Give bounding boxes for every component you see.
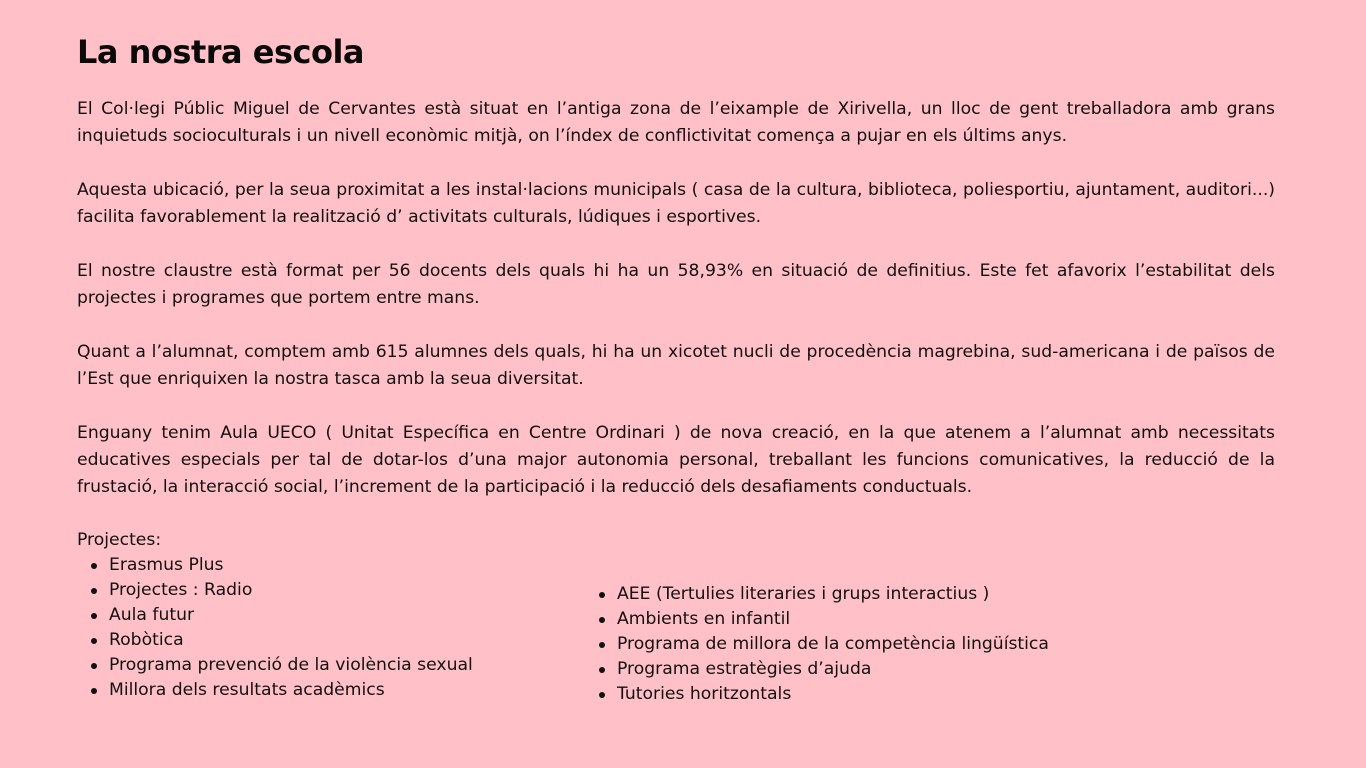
list-item-label: Millora dels resultats acadèmics	[109, 680, 385, 700]
list-item	[77, 628, 473, 653]
list-item	[77, 553, 473, 578]
list-item-label: Robòtica	[109, 630, 184, 650]
paragraph-ueco: Enguany tenim Aula UECO ( Unitat Específica en Centre Ordinari ) de nova creació, en la que atenem a l’alumnat amb necessitats educatives especials per tal de dotar-los d’una major autonomia personal, treballant les funcions comunicatives, la reducció de la frustació, la interacció social, l’increment de la participació i la reducció dels desafiaments conductuals.	[77, 423, 1275, 497]
bullet-icon	[91, 588, 97, 594]
bullet-icon	[599, 667, 605, 673]
bullet-icon	[599, 692, 605, 698]
list-item-label: Programa de millora de la competència lingüística	[617, 634, 1049, 654]
list-item-label: Ambients en infantil	[617, 609, 791, 629]
list-item	[77, 653, 473, 678]
page-title: La nostra escola	[77, 33, 365, 71]
bullet-icon	[91, 613, 97, 619]
paragraph-students: Quant a l’alumnat, comptem amb 615 alumnes dels quals, hi ha un xicotet nucli de procedència magrebina, sud-americana i de països de l’Est que enriquixen la nostra tasca amb la seua diversitat.	[77, 342, 1275, 389]
list-item-label: Aula futur	[109, 605, 195, 625]
list-item	[77, 578, 473, 603]
list-item-label: Projectes : Radio	[109, 580, 253, 600]
bullet-icon	[91, 688, 97, 694]
bullet-icon	[91, 563, 97, 569]
list-item-label: Tutories horitzontals	[617, 684, 792, 704]
bullet-icon	[91, 663, 97, 669]
list-item-label: Erasmus Plus	[109, 555, 224, 575]
list-item-label: Programa prevenció de la violència sexual	[109, 655, 473, 675]
projects-list-right	[585, 582, 1049, 707]
list-item	[585, 657, 1049, 682]
projects-section	[77, 528, 1275, 704]
list-item-label: Programa estratègies d’ajuda	[617, 659, 872, 679]
bullet-icon	[599, 642, 605, 648]
content-area	[77, 32, 1275, 501]
projects-list-left	[77, 553, 473, 703]
paragraph-location: El Col·legi Públic Miguel de Cervantes està situat en l’antiga zona de l’eixample de Xirivella, un lloc de gent treballadora amb grans inquietuds socioculturals i un nivell econòmic mitjà, on l’índex de conflictivitat comença a pujar en els últims anys.	[77, 99, 1275, 146]
projects-heading: Projectes:	[77, 530, 162, 550]
list-item	[585, 682, 1049, 707]
bullet-icon	[599, 592, 605, 598]
bullet-icon	[91, 638, 97, 644]
list-item	[77, 603, 473, 628]
list-item	[585, 607, 1049, 632]
list-item	[585, 582, 1049, 607]
list-item	[77, 678, 473, 703]
paragraph-facilities: Aquesta ubicació, per la seua proximitat a les instal·lacions municipals ( casa de la cultura, biblioteca, poliesportiu, ajuntament, auditori...) facilita favorablement la realització d’ activitats culturals, lúdiques i esportives.	[77, 180, 1275, 227]
paragraph-staff: El nostre claustre està format per 56 docents dels quals hi ha un 58,93% en situació de definitius. Este fet afavorix l’estabilitat dels projectes i programes que portem entre mans.	[77, 261, 1275, 308]
bullet-icon	[599, 617, 605, 623]
list-item	[585, 632, 1049, 657]
list-item-label: AEE (Tertulies literaries i grups interactius )	[617, 584, 990, 604]
intro-text	[77, 96, 1275, 501]
